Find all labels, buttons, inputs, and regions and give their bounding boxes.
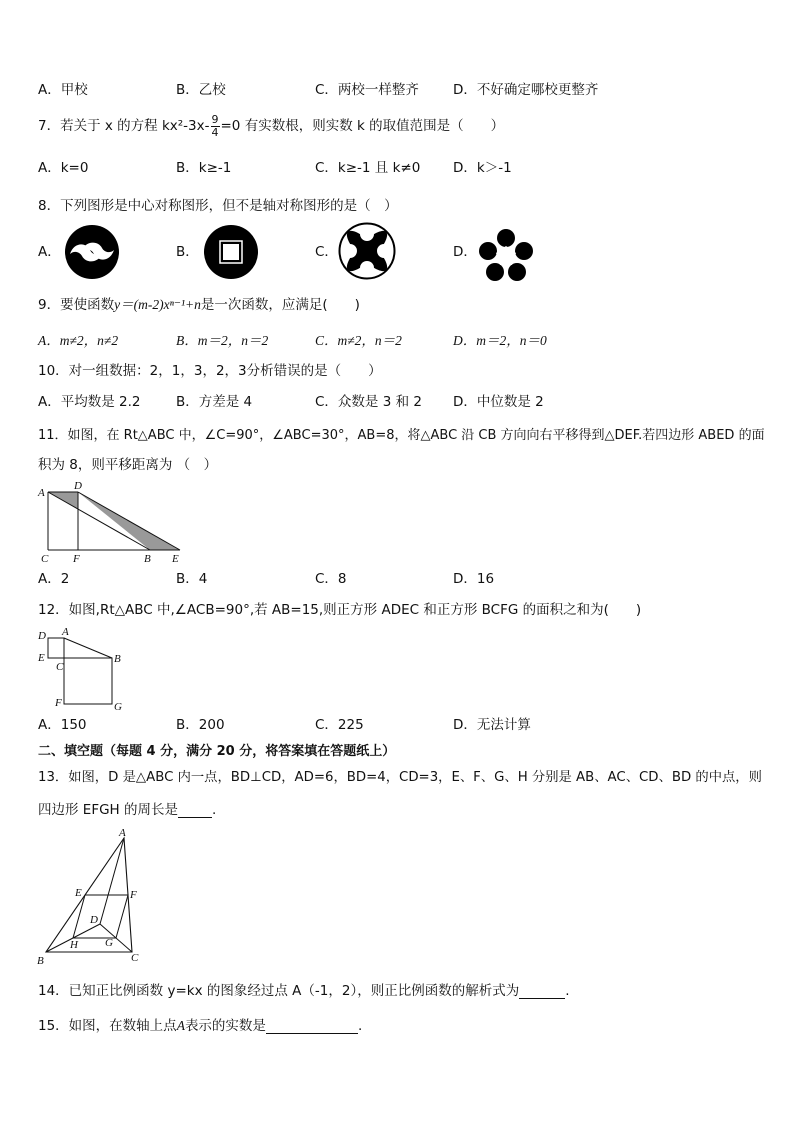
q15-stem-before: 15．如图，在数轴上点 (38, 1018, 177, 1034)
q7-frac-den: 4 (211, 125, 219, 139)
q15-answer-blank[interactable] (266, 1021, 358, 1034)
q12-label-c: C (56, 661, 64, 673)
q7-frac-num: 9 (211, 112, 219, 126)
q12-figure (36, 626, 136, 712)
q12-option-c: C．225 (315, 717, 364, 733)
q13-stem-line2 (38, 804, 216, 818)
q13-label-a: A (119, 827, 126, 839)
q7-option-d: D．k＞-1 (453, 160, 512, 176)
q13-label-e: E (75, 887, 82, 899)
q7-option-b: B．k≥-1 (176, 160, 232, 176)
q10-stem: 10．对一组数据：2，1，3，2，3分析错误的是（ ） (38, 363, 382, 379)
q8-label-a: A． (38, 244, 61, 260)
q13-figure (34, 828, 150, 968)
q12-option-d: D．无法计算 (453, 717, 531, 733)
q12-label-g: G (114, 701, 122, 713)
q9-option-d: D．m＝2，n＝0 (453, 333, 547, 348)
q10-option-c: C．众数是 3 和 2 (315, 394, 422, 410)
q11-stem-line1: 11．如图，在 Rt△ABC 中，∠C=90°，∠ABC=30°，AB=8，将△ABC 沿 CB 方向向右平移得到△DEF.若四边形 ABED 的面 (38, 428, 765, 443)
q6-option-b: B．乙校 (176, 82, 226, 98)
q7-fraction (211, 114, 220, 138)
q14-stem-text: 14．已知正比例函数 y=kx 的图象经过点 A（-1，2），则正比例函数的解析式为 (38, 983, 520, 999)
q12-label-b: B (114, 653, 121, 665)
q12-label-d: D (38, 630, 46, 642)
q11-option-d: D．16 (453, 571, 495, 587)
q9-option-b: B．m＝2，n＝2 (176, 333, 269, 348)
q6-option-c: C．两校一样整齐 (315, 82, 419, 98)
q13-stem-line1: 13．如图，D 是△ABC 内一点，BD⊥CD，AD=6，BD=4，CD=3，E、F、G、H 分别是 AB、AC、CD、BD 的中点，则 (38, 770, 762, 785)
q15-stem (38, 1019, 362, 1034)
q8-label-d: D． (453, 244, 477, 260)
q12-option-b: B．200 (176, 717, 225, 733)
q7-stem (38, 113, 504, 139)
q15-stem-after: 表示的实数是 (184, 1018, 266, 1034)
q13-answer-blank[interactable] (178, 805, 212, 818)
q7-option-c: C．k≥-1 且 k≠0 (315, 160, 421, 176)
q10-option-b: B．方差是 4 (176, 394, 253, 410)
q6-option-d: D．不好确定哪校更整齐 (453, 82, 599, 98)
q6-option-a: A．甲校 (38, 82, 88, 98)
q11-stem-line2: 积为 8，则平移距离为 （ ） (38, 457, 218, 473)
q9-stem-before: 9．要使函数 (38, 297, 115, 313)
q8-label-c: C． (315, 244, 338, 260)
q12-label-e: E (38, 652, 45, 664)
q10-option-a: A．平均数是 2.2 (38, 394, 141, 410)
q10-option-d: D．中位数是 2 (453, 394, 544, 410)
q13-label-f: F (130, 889, 137, 901)
q11-label-c: C (41, 553, 49, 565)
q8-figure-b-coin-icon (203, 224, 259, 280)
q13-label-b: B (37, 955, 44, 967)
q8-figure-d-pentagon-flower-icon (478, 228, 534, 282)
q7-stem-after: =0 有实数根，则实数 k 的取值范围是（ ） (220, 118, 505, 134)
q12-label-a: A (62, 626, 69, 638)
q11-label-b: B (144, 553, 151, 565)
q9-option-a: A．m≠2，n≠2 (38, 333, 119, 348)
q13-label-d: D (90, 914, 98, 926)
q11-label-e: E (172, 553, 179, 565)
q9-stem-after: 是一次函数，应满足( ) (200, 297, 360, 313)
q11-option-a: A．2 (38, 571, 70, 587)
q11-label-d: D (74, 480, 82, 492)
q15-stem-end: . (357, 1018, 363, 1034)
q13-stem-line2-text: 四边形 EFGH 的周长是 (38, 802, 178, 818)
q12-stem: 12．如图,Rt△ABC 中,∠ACB=90°,若 AB=15,则正方形 ADEC 和正方形 BCFG 的面积之和为( ) (38, 602, 642, 618)
q7-option-a: A．k=0 (38, 160, 89, 176)
q13-label-c: C (131, 952, 139, 964)
q8-label-b: B． (176, 244, 199, 260)
q9-formula: y＝(m-2)xⁿ⁻¹+n (114, 297, 201, 312)
q11-label-a: A (38, 487, 45, 499)
q12-option-a: A．150 (38, 717, 87, 733)
q14-answer-blank[interactable] (519, 986, 565, 999)
q11-option-c: C．8 (315, 571, 347, 587)
q14-stem (38, 985, 570, 999)
q8-figure-a-swirl-icon (64, 224, 120, 280)
q11-label-f: F (73, 553, 80, 565)
q7-stem-before: 7．若关于 x 的方程 kx²-3x- (38, 118, 210, 134)
q8-figure-c-petals-icon (338, 222, 396, 280)
q11-option-b: B．4 (176, 571, 208, 587)
q15-point: A (176, 1018, 185, 1033)
q9-option-c: C．m≠2，n＝2 (315, 333, 402, 348)
section-2-title: 二、填空题（每题 4 分，满分 20 分，将答案填在答题纸上） (38, 744, 396, 759)
q13-label-g: G (105, 937, 113, 949)
q9-stem (38, 298, 360, 313)
q11-figure (36, 482, 186, 566)
q13-stem-end: . (212, 802, 217, 818)
q8-stem: 8．下列图形是中心对称图形，但不是轴对称图形的是（ ） (38, 198, 398, 214)
q12-label-f: F (55, 697, 62, 709)
q14-stem-end: . (565, 983, 570, 999)
q13-label-h: H (70, 939, 78, 951)
